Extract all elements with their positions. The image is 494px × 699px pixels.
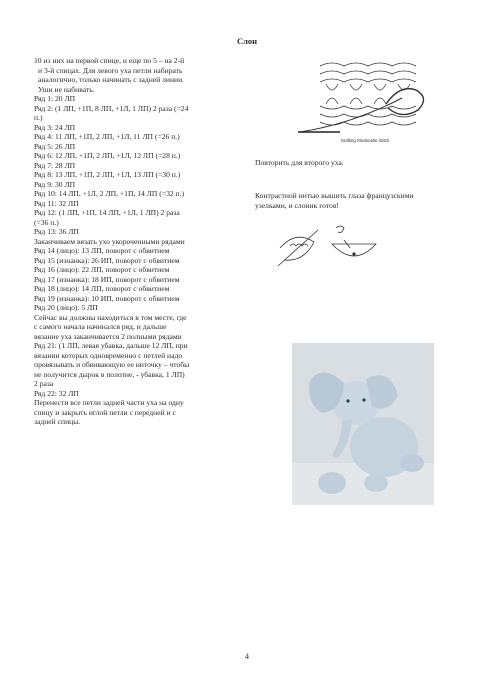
page-number: 4 — [245, 652, 249, 661]
elephant-photo — [292, 343, 434, 505]
instruction-line: провязывать и обвивающую ее ниточку – чтобы — [34, 360, 190, 369]
diagram-caption: Grafting Stockinette Stitch — [340, 138, 390, 143]
instruction-line: Ряд 4: 11 ЛП, +1П, 2 ЛП, +1Л, 11 ЛП (=26 п.) — [34, 132, 180, 141]
instruction-line: не получится дырок в полотне, - убавка, 1 ЛП) — [34, 369, 185, 379]
instruction-line: Сейчас вы должны находиться в том месте, где — [34, 312, 187, 322]
grafting-stitch-diagram — [292, 54, 432, 138]
instruction-line: Ряд 10: 14 ЛП, +1Л, 2 ЛП, +1П, 14 ЛП (=32 п.) — [34, 189, 185, 198]
instruction-line: Ряд 13: 36 ЛП — [34, 227, 79, 236]
instruction-line: Ряд 7: 28 ЛП — [34, 160, 76, 170]
instruction-line: Ряд 3: 24 ЛП — [34, 122, 76, 132]
instruction-line: аналогично, только начинать с задней линии. — [38, 75, 185, 84]
instruction-line: Заканчиваем вязать ухо укороченными рядами — [34, 236, 185, 246]
page-title: Слон — [236, 36, 258, 46]
instruction-line: Ряд 9: 30 ЛП — [34, 179, 76, 189]
instruction-line: Ряд 2: (1 ЛП, +1П, 8 ЛП, +1Л, 1 ЛП) 2 раза (=24 — [34, 103, 189, 113]
instruction-line: Ряд 5: 26 ЛП — [34, 141, 76, 151]
instruction-line: Перенести все петли задней части уха на одну — [34, 398, 184, 407]
instruction-line: и 3-й спицах. Для левого уха петли набирать — [38, 65, 183, 75]
instruction-line: задней спицы. — [34, 417, 81, 426]
pattern-instructions — [34, 56, 242, 427]
instruction-line: 2 раза — [34, 379, 54, 388]
instruction-line: Ряд 6: 12 ЛП, +1П, 2 ЛП, +1Л, 12 ЛП (=28 п.) — [34, 151, 181, 160]
instruction-line: Ряд 15 (изнанка): 26 ИП, поворот с обвитием — [34, 255, 180, 265]
instruction-line: вязание уха заканчивается 2 полными рядами — [34, 331, 182, 341]
instruction-line: (=36 п.) — [34, 217, 59, 227]
instruction-line: Ряд 16 (лицо): 22 ЛП, поворот с обвитием — [34, 265, 170, 274]
instruction-line: 10 из них на первой спице, и еще по 5 – на 2-й — [34, 56, 185, 65]
instruction-line: Ряд 22: 32 ЛП — [34, 388, 79, 398]
instruction-line: Ряд 12: (1 ЛП, +1П, 14 ЛП, +1Л, 1 ЛП) 2 раза — [34, 208, 180, 217]
instruction-line: с самого начала начинался ряд, и дальше — [34, 322, 167, 331]
instruction-line: Ряд 17 (изнанка): 18 ИП, поворот с обвитием — [34, 274, 180, 284]
instruction-line: п.) — [34, 113, 43, 122]
instruction-line: Ряд 8: 13 ЛП, +1П, 2 ЛП, +1Л, 13 ЛП (=30 п.) — [34, 170, 181, 179]
instruction-line: вязании которых одновременно с петлей надо — [34, 350, 183, 360]
instruction-line: Ряд 20 (лицо): 5 ЛП — [34, 303, 98, 312]
eyes-note: Контрастной нитью вышить глаза французскими узелками, и слоник готов! — [255, 191, 414, 210]
instruction-line: Ряд 1: 20 ЛП — [34, 94, 76, 103]
repeat-note: Повторить для второго уха. — [255, 158, 344, 167]
elephant-toy-image — [292, 343, 434, 505]
instruction-line: Ряд 14 (лицо): 13 ЛП, поворот с обвитием — [34, 246, 170, 255]
instruction-line: Ряд 21: (1 ЛП, левая убавка, дальше 12 ЛП, при — [34, 341, 188, 350]
instruction-line: Ряд 18 (лицо): 14 ЛП, поворот с обвитием — [34, 284, 170, 293]
instruction-line: спицу и закрыть иглой петли с передней и с — [34, 407, 176, 417]
french-knot-diagram — [274, 222, 382, 272]
instruction-line: Уши не набивать. — [38, 84, 95, 94]
instruction-line: Ряд 19 (изнанка): 10 ИП, поворот с обвитием — [34, 293, 180, 303]
instruction-line: Ряд 11: 32 ЛП — [34, 198, 79, 208]
